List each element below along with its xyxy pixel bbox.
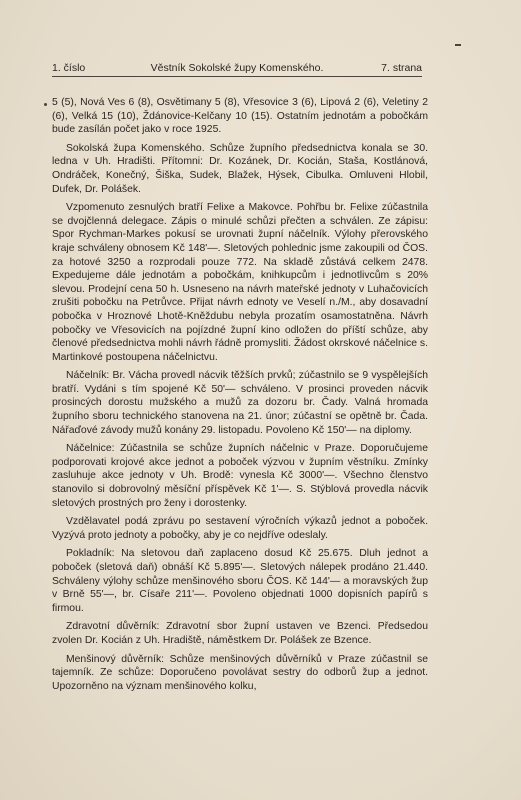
journal-title: Věstník Sokolské župy Komenského. — [150, 62, 324, 74]
paragraph: Zdravotní důvěrník: Zdravotní sbor župní ustaven ve Bzenci. Předsedou zvolen Dr. Kocián z Uh. Hradiště, náměstkem Dr. Polášek ze Bzence. — [52, 621, 428, 646]
paragraph: 5 (5), Nová Ves 6 (8), Osvětimany 5 (8), Vřesovice 3 (6), Lipová 2 (6), Veletiny 2 (6), Velká 15 (10), Ždánovice-Kelčany 10 (15). Ostatním jednotám a pobočkám bude zasílán počet jako v roce 1925. — [52, 97, 428, 136]
paragraph: Pokladník: Na sletovou daň zaplaceno dosud Kč 25.675. Dluh jednot a poboček (sletová daň) obnáší Kč 5.895'—. Sletových nálepek prodáno 21.440. Schváleny výlohy schůze menšinového sboru ČOS. Kč 144'— a moravských žup v Brně 55'—, br. Císaře 211'—. Povoleno objednati 1000 dopisních papírů s firmou. — [52, 548, 428, 614]
paragraph: Vzdělavatel podá zprávu po sestavení výročních výkazů jednot a poboček. Vyzývá proto jednoty a pobočky, aby je co nejdříve odeslaly. — [52, 516, 428, 541]
article-body — [52, 96, 428, 698]
paragraph: Vzpomenuto zesnulých bratří Felixe a Makovce. Pohřbu br. Felixe zúčastnila se dvojčlenná delegace. Zápis o minulé schůzi přečten a schválen. Ze zápisu: Spor Rychman-Markes pokusí se urovnati župní náčelník. Výlohy přerovského kraje schváleny obnosem Kč 148'—. Sletových pohlednic jsme zakoupili od ČOS. za hotové 3250 a rozprodali pouze 772. Na skladě zůstává celkem 2478. Expedujeme dále jednotám a pobočkám, knihkupcům i jednotlivcům s 20% slevou. Prodejní cena 50 h. Usneseno na návrh mateřské jednoty v Luhačovicích zrušiti pobočku na Petrůvce. Přijat návrh ednoty ve Veselí n./M., aby dosavadní pobočka v Hroznové Lhotě-Kněždubu nebyla prozatím osamostatněna. Návrh pobočky ve Vřesovicích na pojízdné župní kino odložen do příští schůze, aby členové předsednictva mohli návrh řádně promysliti. Žádost okrskové náčelnice s. Martinkové postoupena náčelnictvu. — [52, 202, 428, 363]
page-number: 7. strana — [381, 62, 422, 74]
paragraph: Náčelník: Br. Vácha provedl nácvik těžších prvků; zúčastnilo se 9 vyspělejších bratří. Vydáni s tím spojené Kč 50'— schváleno. V prosinci proveden nácvik prosincých dorostu mužského a mužů za dozoru br. Čady. Valná hromada župního sboru technického stanovena na 21. únor; zúčastní se opětně br. Čada. Nářaďové závody mužů konány 29. listopadu. Povoleno Kč 150'— na diplomy. — [52, 370, 428, 436]
paragraph: Menšinový důvěrník: Schůze menšinových důvěrníků v Praze zúčastnil se tajemník. Ze schůze: Doporučeno povolávat sestry do odborů žup a jednot. Upozorněno na význam menšinového kolku, — [52, 653, 428, 692]
running-header — [52, 62, 422, 77]
margin-dot — [44, 103, 47, 106]
paragraph: Sokolská župa Komenského. Schůze župního předsednictva konala se 30. ledna v Uh. Hradišti. Přítomni: Dr. Kozánek, Dr. Kocián, Staša, Kostlánová, Ondráček, Konečný, Šiška, Sudek, Blažek, Hýsek, Cibulka. Omluveni Hlobil, Dufek, Dr. Polášek. — [52, 142, 428, 195]
issue-number: 1. číslo — [52, 62, 86, 74]
page-mark — [455, 44, 461, 46]
paragraph: Náčelnice: Zúčastnila se schůze župních náčelnic v Praze. Doporučujeme podporovati krojové akce jednot a poboček výzvou v župním věstníku. Zmínky zasluhuje akce jednoty v Uh. Brodě: vynesla Kč 3000'—. Všechno členstvo stanovilo si dobrovolný měsíční příspěvek Kč 1'—. S. Stýblová provedla nácvik sletových prostných pro ženy i dorostenky. — [52, 443, 428, 509]
